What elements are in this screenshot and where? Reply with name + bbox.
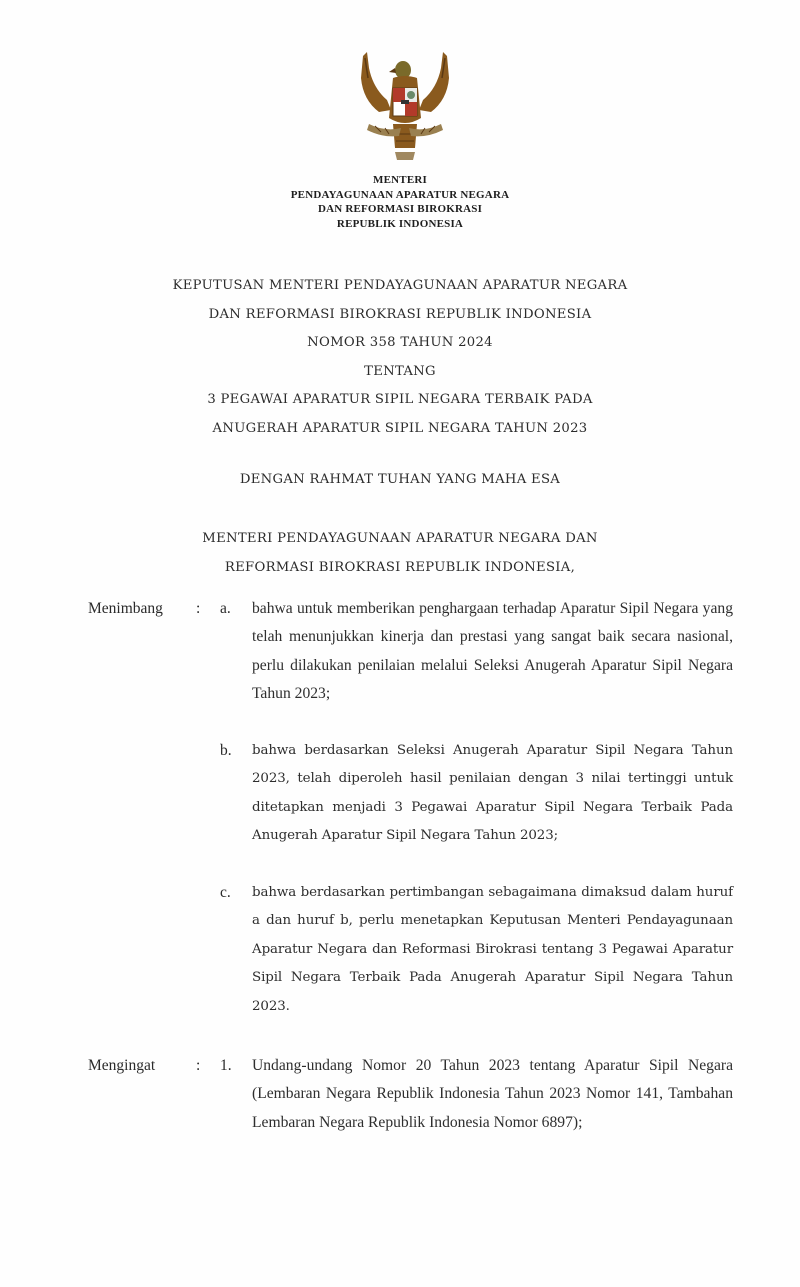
item-text: bahwa untuk memberikan penghargaan terhadap Aparatur Sipil Negara yang telah menunjukkan kinerja dan prestasi yang sangat baik secara nasional, perlu dilakukan penilaian melalui Seleksi Anugerah Aparatur Sipil Negara Tahun 2023; [252,600,733,703]
item-text: bahwa berdasarkan pertimbangan sebagaimana dimaksud dalam huruf a dan huruf b, perlu menetapkan Keputusan Menteri Pendayagunaan Aparatur Negara dan Reformasi Birokrasi tentang 3 Pegawai Aparatur Sipil Negara Terbaik Pada Anugerah Aparatur Sipil Negara Tahun 2023. [252,885,733,1014]
ministry-line: PENDAYAGUNAAN APARATUR NEGARA [290,188,510,201]
title-line: DAN REFORMASI BIROKRASI REPUBLIK INDONESIA [208,306,592,322]
section-label: Mengingat [88,1057,156,1074]
ministry-line: DAN REFORMASI BIROKRASI [317,203,483,215]
item-text: Undang-undang Nomor 20 Tahun 2023 tentang Aparatur Sipil Negara (Lembaran Negara Republik Indonesia Tahun 2023 Nomor 141, Tambahan Lembaran Negara Republik Indonesia Nomor 6897); [252,1057,733,1131]
garuda-emblem-icon [355,48,455,168]
decree-title [100,272,700,444]
section-colon: : [196,1057,201,1074]
decree-number: NOMOR 358 TAHUN 2024 [307,335,493,351]
ministry-letterhead [200,173,600,231]
title-line: 3 PEGAWAI APARATUR SIPIL NEGARA TERBAIK PADA [207,392,593,408]
issuer-line: REFORMASI BIROKRASI REPUBLIK INDONESIA, [224,559,576,575]
item-marker: c. [220,884,231,901]
title-line: KEPUTUSAN MENTERI PENDAYAGUNAAN APARATUR NEGARA [172,278,628,293]
section-label: Menimbang [88,600,163,617]
ministry-line: MENTERI [373,174,427,186]
issuer-heading [100,525,700,582]
issuer-line: MENTERI PENDAYAGUNAAN APARATUR NEGARA DAN [202,531,598,546]
title-line: TENTANG [364,363,436,379]
item-text: bahwa berdasarkan Seleksi Anugerah Aparatur Sipil Negara Tahun 2023, telah diperoleh hasil penilaian dengan 3 nilai tertinggi untuk ditetapkan menjadi 3 Pegawai Aparatur Sipil Negara Terbaik Pada Anugerah Aparatur Sipil Negara Tahun 2023; [252,743,733,844]
title-line: ANUGERAH APARATUR SIPIL NEGARA TAHUN 2023 [212,420,588,436]
ministry-line: REPUBLIK INDONESIA [336,217,464,230]
section-colon: : [196,600,201,617]
invocation: DENGAN RAHMAT TUHAN YANG MAHA ESA [239,472,561,487]
item-marker: 1. [220,1057,232,1074]
item-marker: a. [220,600,231,617]
item-marker: b. [220,742,232,759]
